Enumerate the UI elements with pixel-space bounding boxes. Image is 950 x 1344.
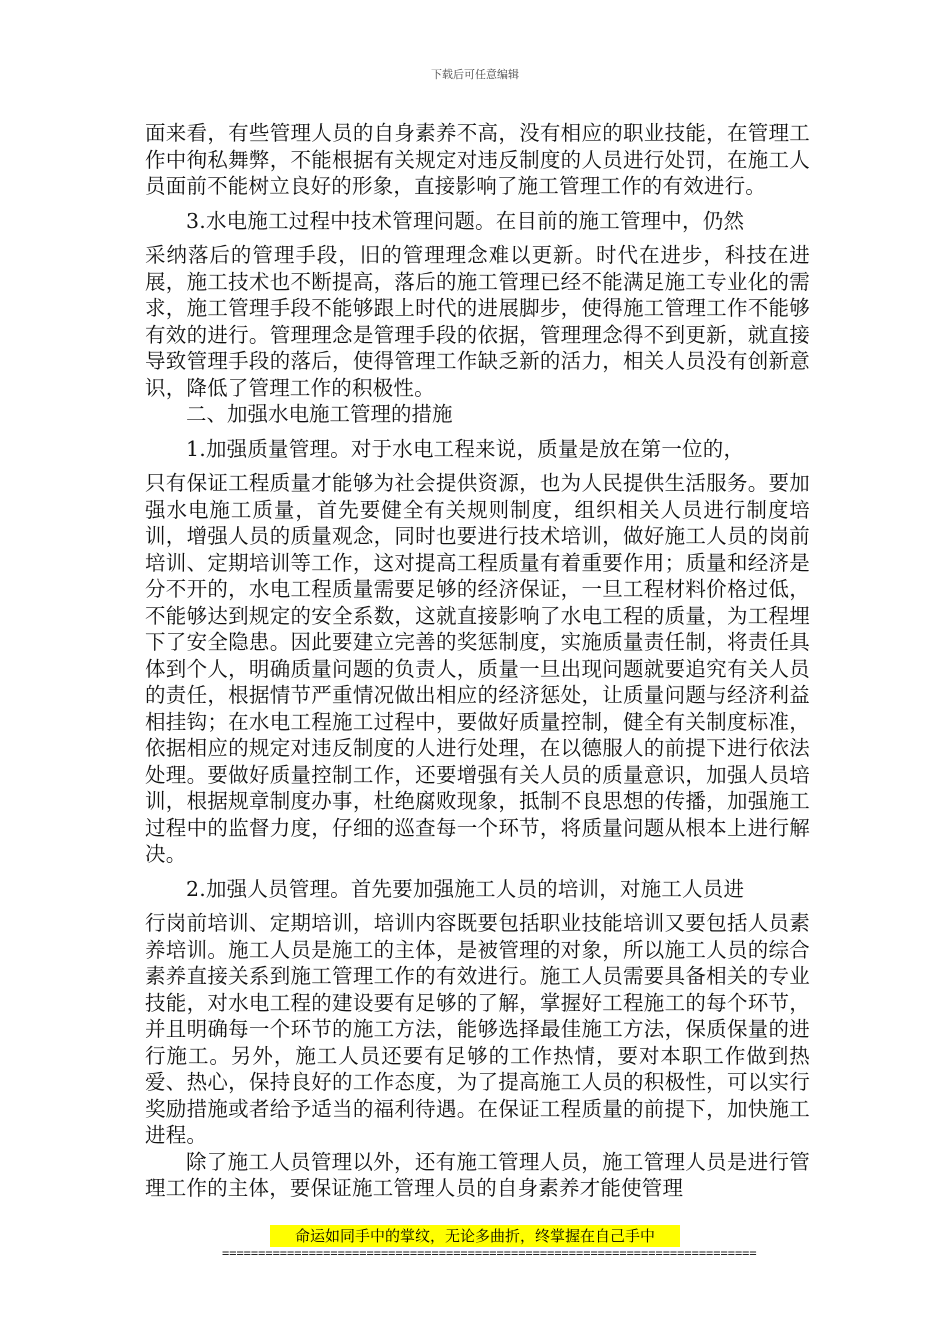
header-note: 下载后可任意编辑 [431, 68, 519, 81]
document-body [145, 120, 810, 1202]
paragraph-1-lead: 1.加强质量管理。对于水电工程来说，质量是放在第一位的， [186, 436, 745, 461]
footer-banner: 命运如同手中的掌纹，无论多曲折，终掌握在自己手中 [270, 1225, 680, 1247]
footer-divider: ========================================================================== [222, 1246, 757, 1260]
paragraph-3-body: 采纳落后的管理手段，旧的管理理念难以更新。时代在进步，科技在进展，施工技术也不断提高，落后的施工管理已经不能满足施工专业化的需求，施工管理手段不能够跟上时代的进展脚步，使得施工管理工作不能够有效的进行。管理理念是管理手段的依据，管理理念得不到更新，就直接导致管理手段的落后，使得管理工作缺乏新的活力，相关人员没有创新意识，降低了管理工作的积极性。 [145, 243, 810, 400]
paragraph-2-lead: 2.加强人员管理。首先要加强施工人员的培训，对施工人员进 [186, 876, 745, 901]
paragraph-2-body: 行岗前培训、定期培训，培训内容既要包括职业技能培训又要包括人员素养培训。施工人员是施工的主体，是被管理的对象，所以施工人员的综合素养直接关系到施工管理工作的有效进行。施工人员需要具备相关的专业技能，对水电工程的建设要有足够的了解，掌握好工程施工的每个环节，并且明确每一个环节的施工方法，能够选择最佳施工方法，保质保量的进行施工。另外，施工人员还要有足够的工作热情，要对本职工作做到热爱、热心，保持良好的工作态度，为了提高施工人员的积极性，可以实行奖励措施或者给予适当的福利待遇。在保证工程质量的前提下，加快施工进程。 [145, 911, 810, 1147]
paragraph-final: 除了施工人员管理以外，还有施工管理人员，施工管理人员是进行管理工作的主体，要保证施工管理人员的自身素养才能使管理 [145, 1149, 810, 1200]
section-2-heading: 二、加强水电施工管理的措施 [186, 402, 453, 426]
paragraph-3-lead: 3.水电施工过程中技术管理问题。在目前的施工管理中，仍然 [186, 208, 745, 233]
paragraph-1-body: 只有保证工程质量才能够为社会提供资源，也为人民提供生活服务。要加强水电施工质量，首先要健全有关规则制度，组织相关人员进行制度培训，增强人员的质量观念，同时也要进行技术培训，做好施工人员的岗前培训、定期培训等工作，这对提高工程质量有着重要作用；质量和经济是分不开的，水电工程质量需要足够的经济保证，一旦工程材料价格过低，不能够达到规定的安全系数，这就直接影响了水电工程的质量，为工程埋下了安全隐患。因此要建立完善的奖惩制度，实施质量责任制，将责任具体到个人，明确质量问题的负责人，质量一旦出现问题就要追究有关人员的责任，根据情节严重情况做出相应的经济惩处，让质量问题与经济利益相挂钩；在水电工程施工过程中，要做好质量控制，健全有关制度标准，依据相应的规定对违反制度的人进行处理，在以德服人的前提下进行依法处理。要做好质量控制工作，还要增强有关人员的质量意识，加强人员培训，根据规章制度办事，杜绝腐败现象，抵制不良思想的传播，加强施工过程中的监督力度，仔细的巡查每一个环节，将质量问题从根本上进行解决。 [145, 471, 810, 866]
paragraph-continuation: 面来看，有些管理人员的自身素养不高，没有相应的职业技能，在管理工作中徇私舞弊，不能根据有关规定对违反制度的人员进行处罚，在施工人员面前不能树立良好的形象，直接影响了施工管理工作的有效进行。 [145, 121, 810, 198]
